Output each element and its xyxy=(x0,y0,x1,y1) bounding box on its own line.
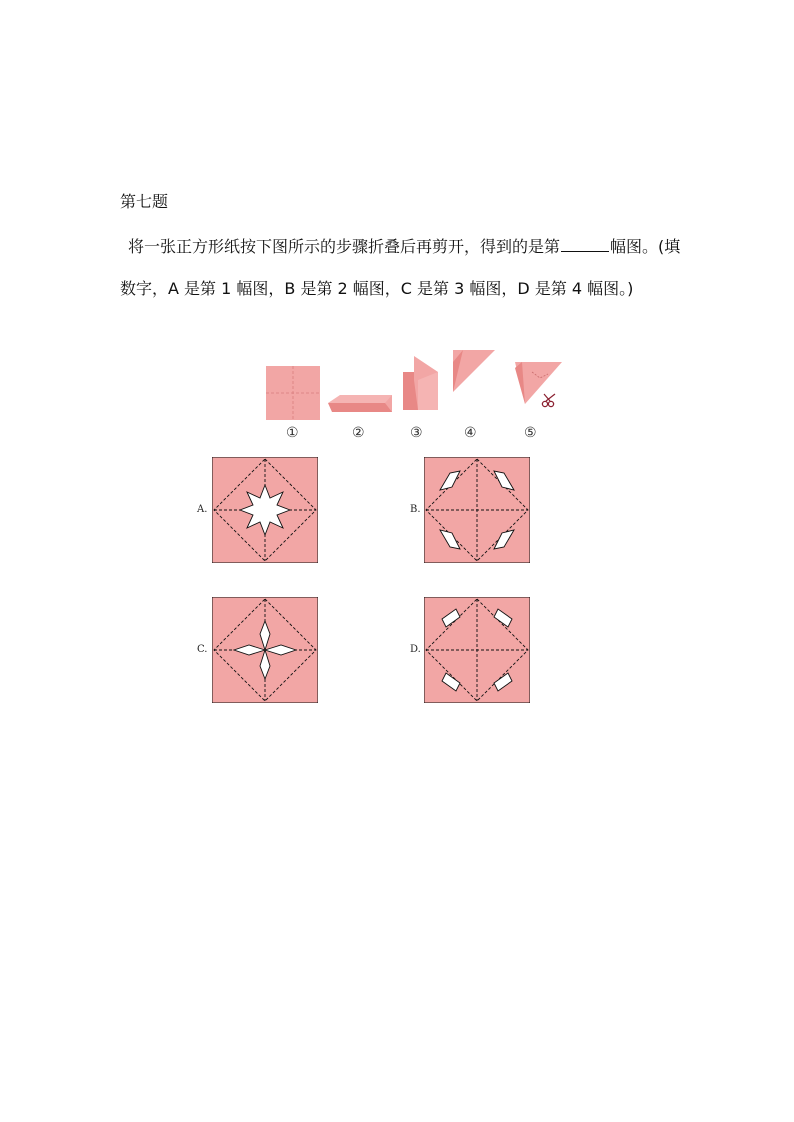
step-label-1: ① xyxy=(286,425,299,441)
quarter-fold-icon xyxy=(403,356,438,410)
folding-steps-figure xyxy=(0,0,794,460)
option-b-figure[interactable] xyxy=(424,457,530,563)
option-label-c: C. xyxy=(197,644,208,655)
question-title: 第七题 xyxy=(120,192,169,211)
triangle-fold-icon xyxy=(453,350,495,392)
option-a-figure[interactable] xyxy=(212,457,318,563)
cut-triangle-scissors-icon xyxy=(515,362,562,407)
square-paper-icon xyxy=(266,366,320,420)
option-label-b: B. xyxy=(410,504,421,515)
cut-star-shape xyxy=(240,485,290,535)
half-fold-icon xyxy=(328,395,392,412)
option-label-d: D. xyxy=(410,644,421,655)
question-text-after: 幅图。(填 xyxy=(610,237,681,256)
option-d-figure[interactable] xyxy=(424,597,530,703)
question-line-2: 数字，A 是第 1 幅图，B 是第 2 幅图，C 是第 3 幅图，D 是第 4 幅图。) xyxy=(120,279,634,298)
step-label-4: ④ xyxy=(464,425,477,441)
step-label-2: ② xyxy=(352,425,365,441)
step-label-3: ③ xyxy=(410,425,423,441)
option-label-a: A. xyxy=(197,504,208,515)
option-c-figure[interactable] xyxy=(212,597,318,703)
question-text-before: 将一张正方形纸按下图所示的步骤折叠后再剪开，得到的是第 xyxy=(128,237,561,256)
step-label-5: ⑤ xyxy=(524,425,537,441)
